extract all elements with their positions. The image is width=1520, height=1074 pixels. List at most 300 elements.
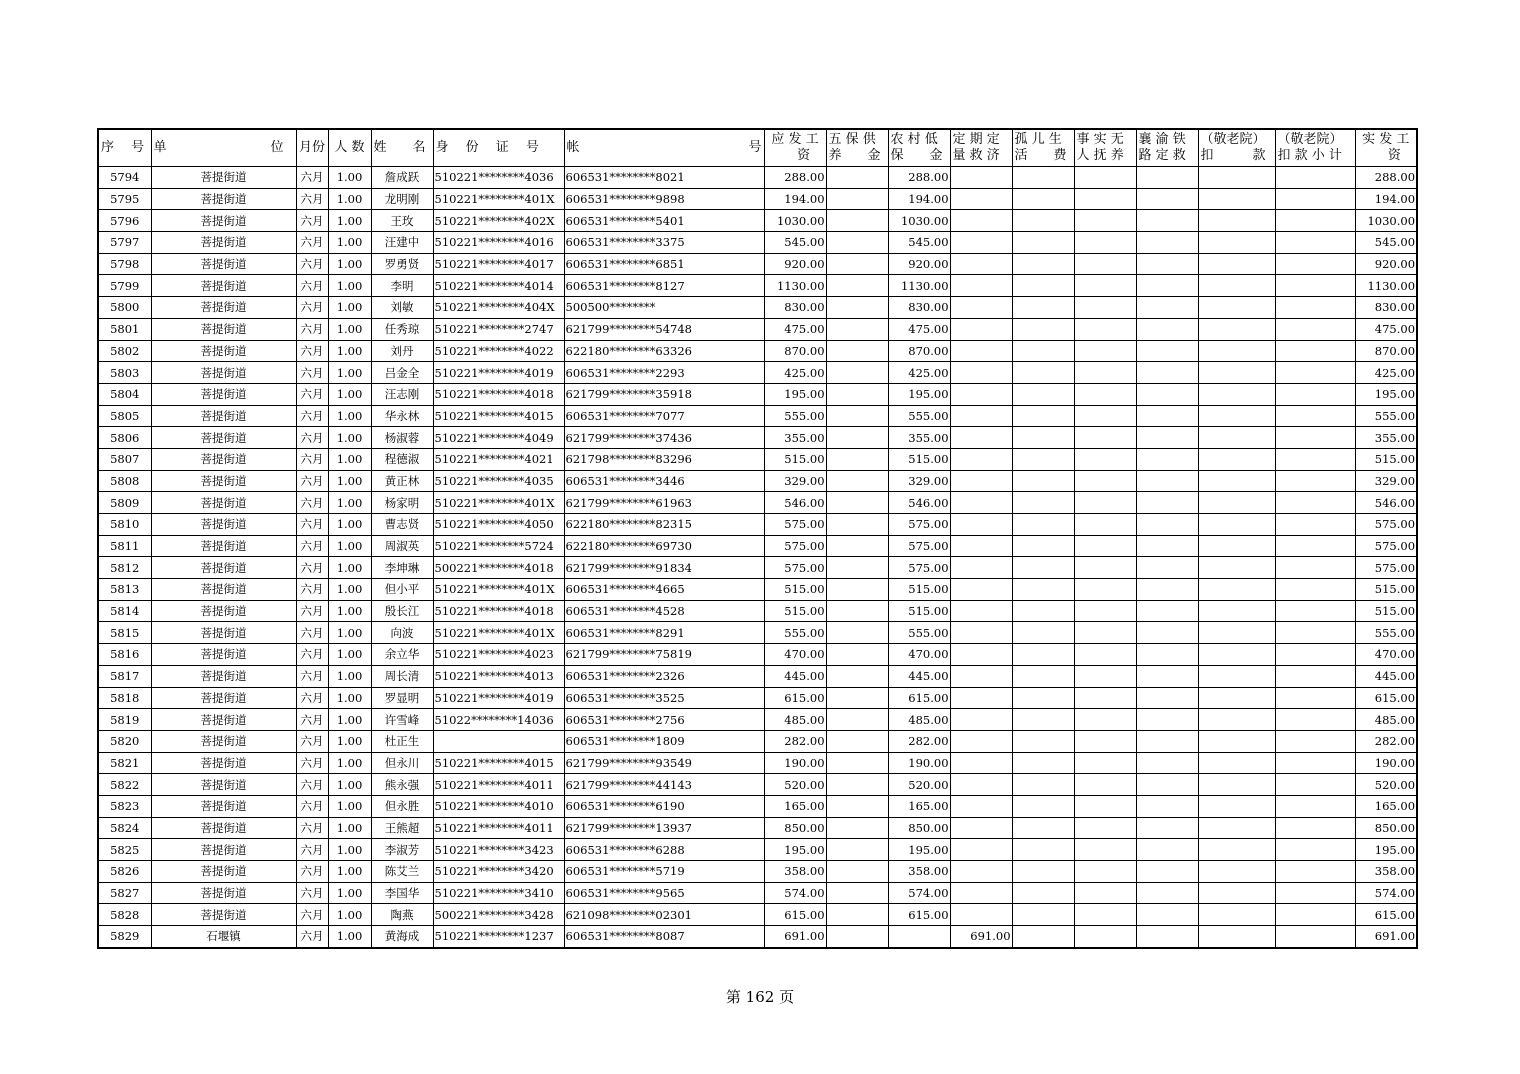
table-cell: 510221********4018 [433, 600, 564, 622]
table-cell: 606531********5401 [564, 210, 764, 232]
table-cell [1198, 926, 1275, 948]
table-cell [1136, 232, 1198, 254]
table-cell: 1.00 [328, 492, 371, 514]
table-cell [1012, 644, 1074, 666]
table-cell: 510221********4049 [433, 427, 564, 449]
table-cell: 5819 [98, 709, 151, 731]
table-cell: 510221********401X [433, 492, 564, 514]
table-row [98, 275, 1417, 297]
table-cell: 六月 [296, 253, 328, 275]
table-cell: 1130.00 [888, 275, 950, 297]
table-cell: 621799********61963 [564, 492, 764, 514]
page-number: 第 162 页 [725, 988, 795, 1006]
table-cell: 615.00 [888, 687, 950, 709]
table-cell: 六月 [296, 448, 328, 470]
table-cell: 1.00 [328, 514, 371, 536]
table-cell [1012, 817, 1074, 839]
table-cell: 1.00 [328, 535, 371, 557]
table-cell: 615.00 [888, 904, 950, 926]
table-cell: 920.00 [1355, 253, 1417, 275]
table-cell: 850.00 [888, 817, 950, 839]
table-cell: 515.00 [764, 579, 826, 601]
table-cell: 282.00 [764, 730, 826, 752]
table-cell: 510221********401X [433, 622, 564, 644]
table-cell: 510221********3410 [433, 882, 564, 904]
table-cell: 菩提街道 [151, 709, 296, 731]
table-cell [826, 622, 888, 644]
table-cell: 606531********7077 [564, 405, 764, 427]
table-cell: 575.00 [764, 514, 826, 536]
table-cell [1275, 210, 1355, 232]
table-cell [1136, 427, 1198, 449]
table-cell: 190.00 [1355, 752, 1417, 774]
table-cell: 菩提街道 [151, 644, 296, 666]
table-cell: 510221********4010 [433, 795, 564, 817]
table-cell: 菩提街道 [151, 817, 296, 839]
table-cell [1136, 253, 1198, 275]
table-cell [1012, 448, 1074, 470]
table-cell: 606531********5719 [564, 861, 764, 883]
table-cell [1275, 839, 1355, 861]
table-cell [1136, 730, 1198, 752]
table-cell: 5823 [98, 795, 151, 817]
table-cell [1012, 492, 1074, 514]
table-cell: 510221********4016 [433, 232, 564, 254]
table-cell [1012, 904, 1074, 926]
table-cell [1198, 275, 1275, 297]
table-cell [1074, 557, 1136, 579]
relief-payment-table [97, 128, 1418, 949]
table-cell [1012, 687, 1074, 709]
table-cell [1012, 383, 1074, 405]
table-cell: 菩提街道 [151, 774, 296, 796]
header-xiangyu-railway [1136, 129, 1198, 167]
table-cell: 1.00 [328, 730, 371, 752]
table-cell: 870.00 [1355, 340, 1417, 362]
table-cell: 606531********4528 [564, 600, 764, 622]
table-cell [1275, 882, 1355, 904]
table-cell [950, 514, 1012, 536]
table-cell: 六月 [296, 275, 328, 297]
table-cell [950, 470, 1012, 492]
table-cell [1012, 795, 1074, 817]
header-id-number [433, 129, 564, 167]
table-cell [1136, 861, 1198, 883]
table-cell: 余立华 [371, 644, 433, 666]
table-cell [1074, 210, 1136, 232]
table-cell [1074, 774, 1136, 796]
table-cell [1136, 839, 1198, 861]
table-cell: 555.00 [888, 622, 950, 644]
table-cell: 菩提街道 [151, 188, 296, 210]
table-cell: 六月 [296, 882, 328, 904]
table-cell: 510221********3423 [433, 839, 564, 861]
table-cell [1136, 470, 1198, 492]
table-cell [1136, 600, 1198, 622]
table-cell: 515.00 [764, 600, 826, 622]
table-cell [1136, 405, 1198, 427]
table-cell: 425.00 [764, 362, 826, 384]
table-cell: 606531********3446 [564, 470, 764, 492]
table-cell: 汪志刚 [371, 383, 433, 405]
table-cell [1074, 275, 1136, 297]
table-cell: 杜正生 [371, 730, 433, 752]
table-cell [1275, 752, 1355, 774]
table-cell: 510221********401X [433, 188, 564, 210]
table-cell: 470.00 [1355, 644, 1417, 666]
table-cell [1198, 817, 1275, 839]
table-cell: 190.00 [888, 752, 950, 774]
table-row [98, 687, 1417, 709]
table-cell [1012, 665, 1074, 687]
table-cell: 575.00 [764, 535, 826, 557]
table-cell [950, 904, 1012, 926]
table-cell: 545.00 [764, 232, 826, 254]
table-cell: 六月 [296, 730, 328, 752]
table-cell: 但小平 [371, 579, 433, 601]
table-cell [826, 232, 888, 254]
table-cell: 830.00 [1355, 297, 1417, 319]
table-cell [826, 882, 888, 904]
table-cell [1074, 427, 1136, 449]
table-cell: 殷长江 [371, 600, 433, 622]
table-cell: 520.00 [764, 774, 826, 796]
table-cell: 515.00 [888, 579, 950, 601]
table-cell [826, 210, 888, 232]
table-cell: 870.00 [888, 340, 950, 362]
table-cell: 六月 [296, 514, 328, 536]
table-cell: 555.00 [764, 622, 826, 644]
table-cell [1074, 795, 1136, 817]
table-cell: 510221********4015 [433, 752, 564, 774]
header-text: 保 金 [890, 148, 943, 163]
table-cell: 1.00 [328, 665, 371, 687]
table-cell [1198, 687, 1275, 709]
table-cell: 546.00 [888, 492, 950, 514]
table-cell [826, 340, 888, 362]
table-row [98, 882, 1417, 904]
table-cell: 510221********4050 [433, 514, 564, 536]
table-cell: 1.00 [328, 861, 371, 883]
table-cell [1198, 383, 1275, 405]
table-row [98, 167, 1417, 189]
table-cell [826, 557, 888, 579]
table-cell [1136, 795, 1198, 817]
table-cell: 5796 [98, 210, 151, 232]
table-cell: 425.00 [1355, 362, 1417, 384]
table-cell: 石堰镇 [151, 926, 296, 948]
table-row [98, 579, 1417, 601]
table-cell [1198, 210, 1275, 232]
table-cell: 六月 [296, 600, 328, 622]
table-cell [1074, 405, 1136, 427]
table-cell: 六月 [296, 383, 328, 405]
table-cell [1074, 514, 1136, 536]
header-text: 人 数 [334, 140, 365, 155]
table-cell [950, 861, 1012, 883]
table-cell: 但永胜 [371, 795, 433, 817]
table-cell [1275, 861, 1355, 883]
table-cell: 485.00 [764, 709, 826, 731]
table-cell: 691.00 [764, 926, 826, 948]
table-cell: 1030.00 [888, 210, 950, 232]
table-cell [826, 405, 888, 427]
table-cell [1275, 557, 1355, 579]
table-cell: 5794 [98, 167, 151, 189]
table-cell [1198, 297, 1275, 319]
table-row [98, 535, 1417, 557]
table-cell: 周淑英 [371, 535, 433, 557]
table-cell: 5800 [98, 297, 151, 319]
table-cell [433, 730, 564, 752]
table-cell: 355.00 [888, 427, 950, 449]
table-cell: 1.00 [328, 904, 371, 926]
table-cell: 329.00 [888, 470, 950, 492]
table-cell [950, 405, 1012, 427]
table-cell: 574.00 [1355, 882, 1417, 904]
table-cell: 5811 [98, 535, 151, 557]
table-cell: 菩提街道 [151, 340, 296, 362]
table-cell: 六月 [296, 644, 328, 666]
table-cell: 546.00 [764, 492, 826, 514]
table-cell [1074, 839, 1136, 861]
table-cell [1275, 535, 1355, 557]
table-cell: 菩提街道 [151, 253, 296, 275]
table-cell: 5815 [98, 622, 151, 644]
table-cell [1198, 427, 1275, 449]
table-cell [1198, 253, 1275, 275]
table-cell: 李国华 [371, 882, 433, 904]
table-cell: 杨淑蓉 [371, 427, 433, 449]
table-cell [1012, 839, 1074, 861]
table-cell: 606531********2326 [564, 665, 764, 687]
table-cell [1136, 492, 1198, 514]
table-cell [950, 839, 1012, 861]
table-row [98, 817, 1417, 839]
table-cell [950, 709, 1012, 731]
table-cell: 5829 [98, 926, 151, 948]
table-cell: 485.00 [888, 709, 950, 731]
table-cell [1275, 730, 1355, 752]
table-cell: 510221********4019 [433, 687, 564, 709]
table-cell [1074, 383, 1136, 405]
table-cell: 425.00 [888, 362, 950, 384]
table-cell: 1.00 [328, 752, 371, 774]
table-cell [1275, 297, 1355, 319]
table-cell: 606531********8127 [564, 275, 764, 297]
table-cell: 575.00 [764, 557, 826, 579]
table-cell: 菩提街道 [151, 275, 296, 297]
table-cell: 1.00 [328, 253, 371, 275]
table-cell: 菩提街道 [151, 427, 296, 449]
table-cell: 575.00 [1355, 557, 1417, 579]
table-cell: 菩提街道 [151, 600, 296, 622]
table-cell: 六月 [296, 926, 328, 948]
table-cell [826, 926, 888, 948]
table-cell: 六月 [296, 535, 328, 557]
table-cell: 5802 [98, 340, 151, 362]
table-cell [1012, 232, 1074, 254]
table-row [98, 730, 1417, 752]
table-row [98, 188, 1417, 210]
table-cell: 510221********4036 [433, 167, 564, 189]
table-cell: 5799 [98, 275, 151, 297]
table-cell [1136, 752, 1198, 774]
header-text: 身 份 证 号 [435, 140, 539, 155]
table-cell: 1.00 [328, 622, 371, 644]
table-cell [826, 709, 888, 731]
table-cell [1136, 579, 1198, 601]
table-cell: 546.00 [1355, 492, 1417, 514]
table-cell: 菩提街道 [151, 448, 296, 470]
table-cell [1136, 188, 1198, 210]
header-text: （敬老院） [1277, 132, 1343, 147]
table-cell: 510221********404X [433, 297, 564, 319]
table-cell [1198, 861, 1275, 883]
header-text: 姓 名 [373, 140, 426, 155]
table-header [98, 129, 1417, 167]
table-cell: 615.00 [1355, 687, 1417, 709]
table-cell: 282.00 [1355, 730, 1417, 752]
table-cell: 1.00 [328, 839, 371, 861]
table-cell: 5821 [98, 752, 151, 774]
table-cell: 5801 [98, 318, 151, 340]
table-cell: 606531********3375 [564, 232, 764, 254]
table-cell: 500500******** [564, 297, 764, 319]
table-row [98, 340, 1417, 362]
table-cell: 5828 [98, 904, 151, 926]
table-cell: 555.00 [1355, 405, 1417, 427]
table-cell: 六月 [296, 557, 328, 579]
header-text: 资 [1370, 148, 1401, 163]
table-cell: 刘敏 [371, 297, 433, 319]
table-cell [826, 752, 888, 774]
table-cell: 510221********4015 [433, 405, 564, 427]
table-cell [1074, 622, 1136, 644]
table-cell: 575.00 [1355, 514, 1417, 536]
table-row [98, 795, 1417, 817]
table-cell [1012, 405, 1074, 427]
table-cell: 575.00 [888, 514, 950, 536]
table-cell: 5820 [98, 730, 151, 752]
table-cell [1136, 817, 1198, 839]
table-cell [1275, 383, 1355, 405]
table-cell: 510221********4011 [433, 774, 564, 796]
table-cell [1136, 926, 1198, 948]
table-cell: 510221********4014 [433, 275, 564, 297]
table-cell [826, 687, 888, 709]
table-cell: 许雪峰 [371, 709, 433, 731]
table-cell: 六月 [296, 470, 328, 492]
table-cell: 606531********6190 [564, 795, 764, 817]
table-cell [1074, 861, 1136, 883]
header-text: 资 [779, 148, 811, 163]
table-cell: 510221********4011 [433, 817, 564, 839]
table-cell: 菩提街道 [151, 882, 296, 904]
table-cell [1198, 514, 1275, 536]
table-cell [1012, 427, 1074, 449]
table-cell: 华永林 [371, 405, 433, 427]
table-cell [1074, 470, 1136, 492]
table-cell [826, 774, 888, 796]
table-cell [1275, 904, 1355, 926]
table-cell: 王熊超 [371, 817, 433, 839]
table-cell: 606531********4665 [564, 579, 764, 601]
table-cell [1074, 752, 1136, 774]
table-cell [1198, 730, 1275, 752]
header-text: 单 位 [153, 140, 284, 155]
table-cell [826, 861, 888, 883]
table-row [98, 622, 1417, 644]
table-cell [826, 383, 888, 405]
table-cell: 515.00 [888, 600, 950, 622]
table-cell [950, 557, 1012, 579]
header-count [328, 129, 371, 167]
table-cell: 5824 [98, 817, 151, 839]
table-cell: 575.00 [1355, 535, 1417, 557]
table-cell: 陈艾兰 [371, 861, 433, 883]
table-cell [950, 579, 1012, 601]
table-cell: 606531********8021 [564, 167, 764, 189]
table-cell: 51022********14036 [433, 709, 564, 731]
table-cell [1198, 795, 1275, 817]
table-cell [826, 275, 888, 297]
table-cell: 吕金全 [371, 362, 433, 384]
table-cell [950, 882, 1012, 904]
table-cell [1275, 774, 1355, 796]
table-cell [1074, 882, 1136, 904]
table-cell: 龙明刚 [371, 188, 433, 210]
table-cell: 菩提街道 [151, 210, 296, 232]
table-cell: 1.00 [328, 405, 371, 427]
table-cell [1074, 362, 1136, 384]
table-cell: 菩提街道 [151, 730, 296, 752]
table-cell [826, 492, 888, 514]
table-cell: 621799********93549 [564, 752, 764, 774]
table-cell: 510221********402X [433, 210, 564, 232]
header-text: 孤 儿 生 [1014, 132, 1062, 147]
table-cell: 1.00 [328, 774, 371, 796]
table-cell: 475.00 [888, 318, 950, 340]
table-cell [950, 167, 1012, 189]
table-cell [1198, 318, 1275, 340]
table-cell: 165.00 [764, 795, 826, 817]
table-cell: 六月 [296, 340, 328, 362]
table-cell: 575.00 [888, 557, 950, 579]
table-cell: 622180********69730 [564, 535, 764, 557]
table-cell: 1.00 [328, 817, 371, 839]
table-cell: 1.00 [328, 687, 371, 709]
table-cell [1136, 622, 1198, 644]
table-cell: 1.00 [328, 448, 371, 470]
table-row [98, 514, 1417, 536]
header-row [98, 129, 1417, 167]
header-text: 定 期 定 [952, 132, 1000, 147]
table-cell: 六月 [296, 817, 328, 839]
table-cell [950, 253, 1012, 275]
header-text: 农 村 低 [890, 132, 938, 147]
table-cell [950, 340, 1012, 362]
table-cell: 510221********1237 [433, 926, 564, 948]
table-cell: 菩提街道 [151, 492, 296, 514]
table-cell [1275, 926, 1355, 948]
table-cell: 1030.00 [1355, 210, 1417, 232]
table-cell [1012, 297, 1074, 319]
table-cell [1198, 557, 1275, 579]
table-row [98, 297, 1417, 319]
table-cell: 358.00 [888, 861, 950, 883]
table-cell: 菩提街道 [151, 383, 296, 405]
